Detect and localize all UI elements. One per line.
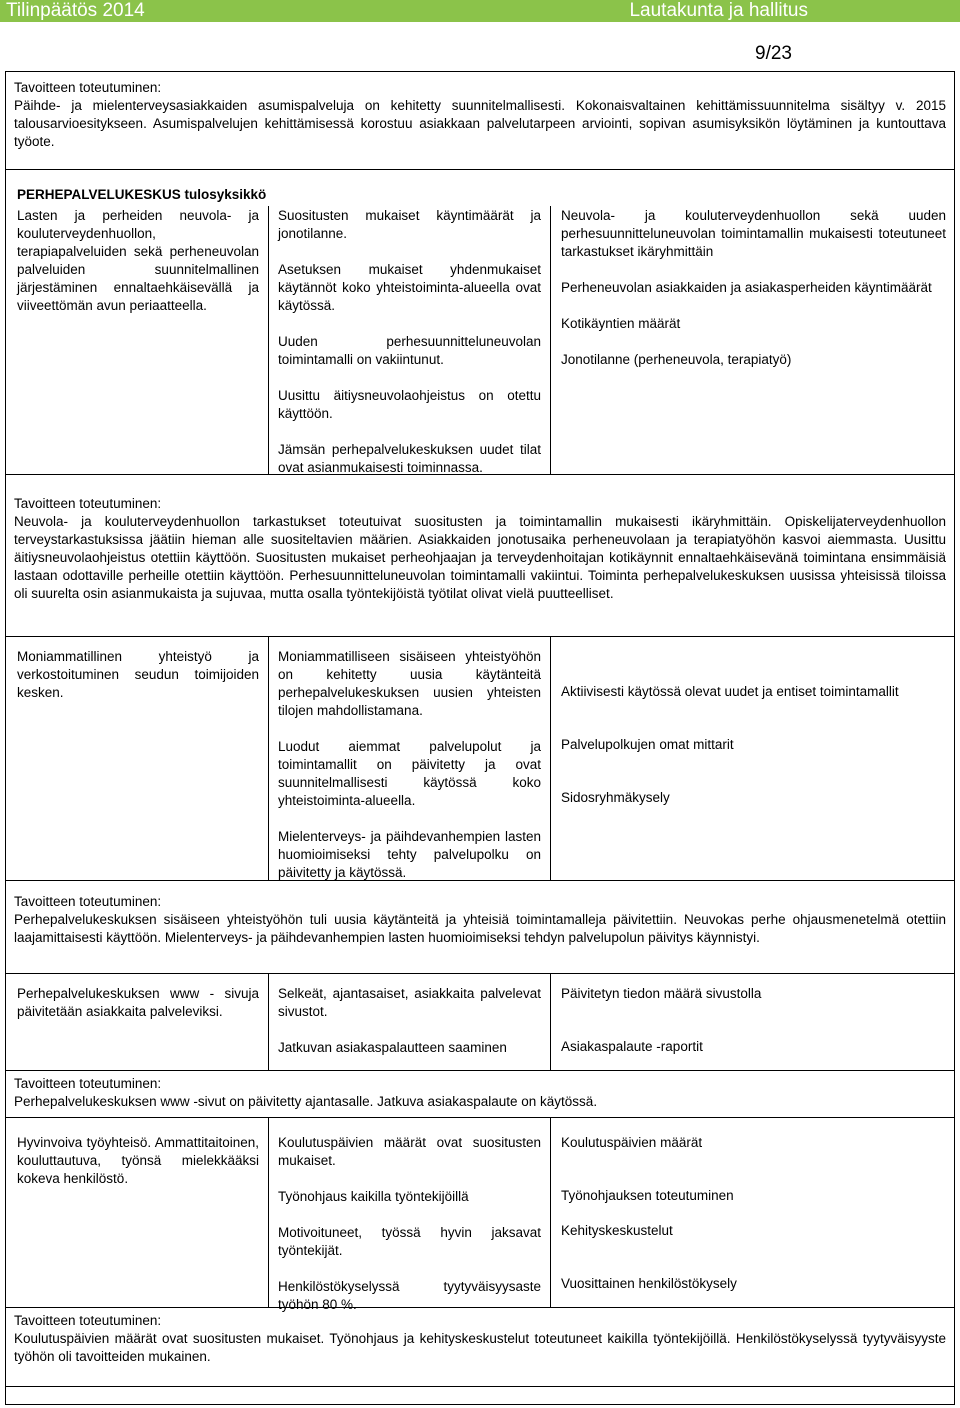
target-text: Luodut aiemmat palvelupolut ja toimintamallit on päivitetty ja ovat suunnitelmallisesti käytössä koko yhteistoiminta-alueella. [278,739,541,808]
goal-cell [17,985,259,1021]
measure-text: Jonotilanne (perheneuvola, terapiatyö) [561,352,792,367]
target-text: Koulutuspäivien määrät ovat suositusten mukaiset. [278,1135,541,1168]
achievement-block [14,893,946,947]
measure-text: Asiakaspalaute -raportit [561,1039,703,1054]
divider [5,169,955,170]
achievement-block [14,495,946,603]
divider [5,1386,955,1387]
measure-text: Sidosryhmäkysely [561,790,670,805]
target-cell [278,1134,541,1314]
target-text: Jämsän perhepalvelukeskuksen uudet tilat ovat asianmukaisesti toiminnassa. [278,442,541,475]
target-text: Uusittu äitiysneuvolaohjeistus on otettu käyttöön. [278,388,541,421]
measure-cell [561,1134,946,1293]
target-text: Uuden perhesuunnitteluneuvolan toimintamalli on vakiintunut. [278,334,541,367]
achievement-label: Tavoitteen toteutuminen: [14,1313,162,1328]
target-text: Moniammatilliseen sisäiseen yhteistyöhön on kehitetty uusia käytänteitä perhepalvelukeskuksen uusien yhteisten tilojen mahdollistamana. [278,649,541,718]
goal-cell [17,207,259,315]
target-text: Työnohjaus kaikilla työntekijöillä [278,1189,469,1204]
column-divider [268,206,269,474]
column-divider [550,636,551,880]
target-text: Selkeät, ajantasaiset, asiakkaita palvelevat sivustot. [278,986,541,1019]
achievement-block [14,1075,946,1111]
measure-text: Neuvola- ja kouluterveydenhuollon sekä uuden perhesuunnitteluneuvolan toimintamallin mukaisesti toteutuneet tarkastukset ikäryhmittäin [561,208,946,259]
target-text: Asetuksen mukaiset yhdenmukaiset käytännöt koko yhteistoiminta-alueella ovat käytössä. [278,262,541,313]
divider [5,973,955,974]
goal-text: Lasten ja perheiden neuvola- ja kouluterveydenhuollon, terapiapalveluiden sekä perheneuvolan palveluiden suunnitelmallinen järjestäminen ennaltaehkäisevällä ja viiveettömän avun periaatteella. [17,208,259,313]
goal-cell [17,648,259,702]
column-divider [550,1117,551,1307]
divider [5,636,955,637]
column-divider [268,1117,269,1307]
goal-cell [17,1134,259,1188]
measure-text: Päivitetyn tiedon määrä sivustolla [561,986,762,1001]
measure-text: Perheneuvolan asiakkaiden ja asiakasperheiden käyntimäärät [561,280,932,295]
target-text: Henkilöstökyselyssä tyytyväisyysaste työhön 80 %. [278,1279,541,1312]
achievement-label: Tavoitteen toteutuminen: [14,894,162,909]
goal-text: Perhepalvelukeskuksen www - sivuja päivitetään asiakkaita palveleviksi. [17,986,259,1019]
achievement-label: Tavoitteen toteutuminen: [14,80,162,95]
achievement-text: Päihde- ja mielenterveysasiakkaiden asumispalveluja on kehitetty suunnitelmallisesti. Kokonaisvaltainen kehittämissuunnitelma sisältyy v. 2015 talousarvioesitykseen. Asumispalvelujen kehittämisessä korostuu asiakkaan palvelutarpeen arviointi, sopivan asumisyksikön löytäminen ja kuntouttava työote. [14,98,946,149]
target-cell [278,648,541,882]
goal-text: Moniammatillinen yhteistyö ja verkostoituminen seudun toimijoiden kesken. [17,649,259,700]
measure-cell [561,985,946,1056]
target-text: Mielenterveys- ja päihdevanhempien lasten huomioimiseksi tehty palvelupolku on päivitetty ja käytössä. [278,829,541,880]
achievement-label: Tavoitteen toteutuminen: [14,1076,162,1091]
target-text: Suositusten mukaiset käyntimäärät ja jonotilanne. [278,208,541,241]
report-title: Tilinpäätös 2014 [6,0,145,21]
achievement-block [14,1312,946,1366]
achievement-text: Perhepalvelukeskuksen sisäiseen yhteistyöhön tuli uusia käytänteitä ja yhteisiä toimintamalleja päivitettiin. Neuvokas perhe ohjausmenetelmä otettiin laajamittaisesti käyttöön. Mielenterveys- ja päihdevanhempien lasten huomioimiseksi tehdyn palvelupolun päivitys käynnistyi. [14,912,946,945]
target-text: Jatkuvan asiakaspalautteen saaminen [278,1040,507,1055]
page-number: 9/23 [755,43,792,64]
measure-text: Palvelupolkujen omat mittarit [561,737,734,752]
divider [5,1070,955,1071]
measure-text: Koulutuspäivien määrät [561,1135,703,1150]
column-divider [268,973,269,1070]
achievement-block [14,79,946,151]
column-divider [550,206,551,474]
achievement-text: Perhepalvelukeskuksen www -sivut on päivitetty ajantasalle. Jatkuva asiakaspalaute on käytössä. [14,1094,598,1109]
section-title: PERHEPALVELUKESKUS tulosyksikkö [17,187,267,202]
goal-text: Hyvinvoiva työyhteisö. Ammattitaitoinen, kouluttautuva, työnsä mielekkääksi kokeva henkilöstö. [17,1135,259,1186]
measure-text: Aktiivisesti käytössä olevat uudet ja entiset toimintamallit [561,684,899,699]
measure-text: Työnohjauksen toteutuminen [561,1188,734,1203]
achievement-text: Koulutuspäivien määrät ovat suositusten mukaiset. Työnohjaus ja kehityskeskustelut toteutuneet kaikilla työntekijöillä. Henkilöstökyselyssä tyytyväisyyste työhön oli tavoitteiden mukainen. [14,1331,946,1364]
measure-text: Kehityskeskustelut [561,1223,673,1238]
column-divider [268,636,269,880]
target-text: Motivoituneet, työssä hyvin jaksavat työntekijät. [278,1225,541,1258]
unit-title: Lautakunta ja hallitus [629,0,808,21]
target-cell [278,985,541,1057]
target-cell [278,207,541,477]
column-divider [550,973,551,1070]
measure-cell [561,207,946,369]
page-header [0,0,960,22]
measure-text: Vuosittainen henkilöstökysely [561,1276,737,1291]
measure-cell [561,683,946,807]
achievement-text: Neuvola- ja kouluterveydenhuollon tarkastukset toteutuivat suositusten ja toimintamallin mukaisesti ikäryhmittäin. Opiskelijaterveydenhuollon terveystarkastuksissa jäätiin hieman alle suositeltavien määrien. Asiakkaiden jonotusaika perheneuvolaan ja terapiatyöhön kasvoi aiemmasta. Uusittu äitiysneuvolaohjeistus otettiin käyttöön. Suositusten mukaiset perheohjaajan ja terveydenhoitajan kotikäynnit ennaltaehkäisevänä toimintana ensimmäisiä lastaan odottaville perheille otettiin käyttöön. Perhesuunnitteluneuvolan toimintamalli vakiintui. Toiminta perhepalvelukeskuksen uusissa yhteisissä tiloissa oli suurelta osin asianmukaista ja sujuvaa, mutta osalla työntekijöistä työtilat olivat vielä puutteelliset. [14,514,946,601]
achievement-label: Tavoitteen toteutuminen: [14,496,162,511]
measure-text: Kotikäyntien määrät [561,316,681,331]
divider [5,1117,955,1118]
